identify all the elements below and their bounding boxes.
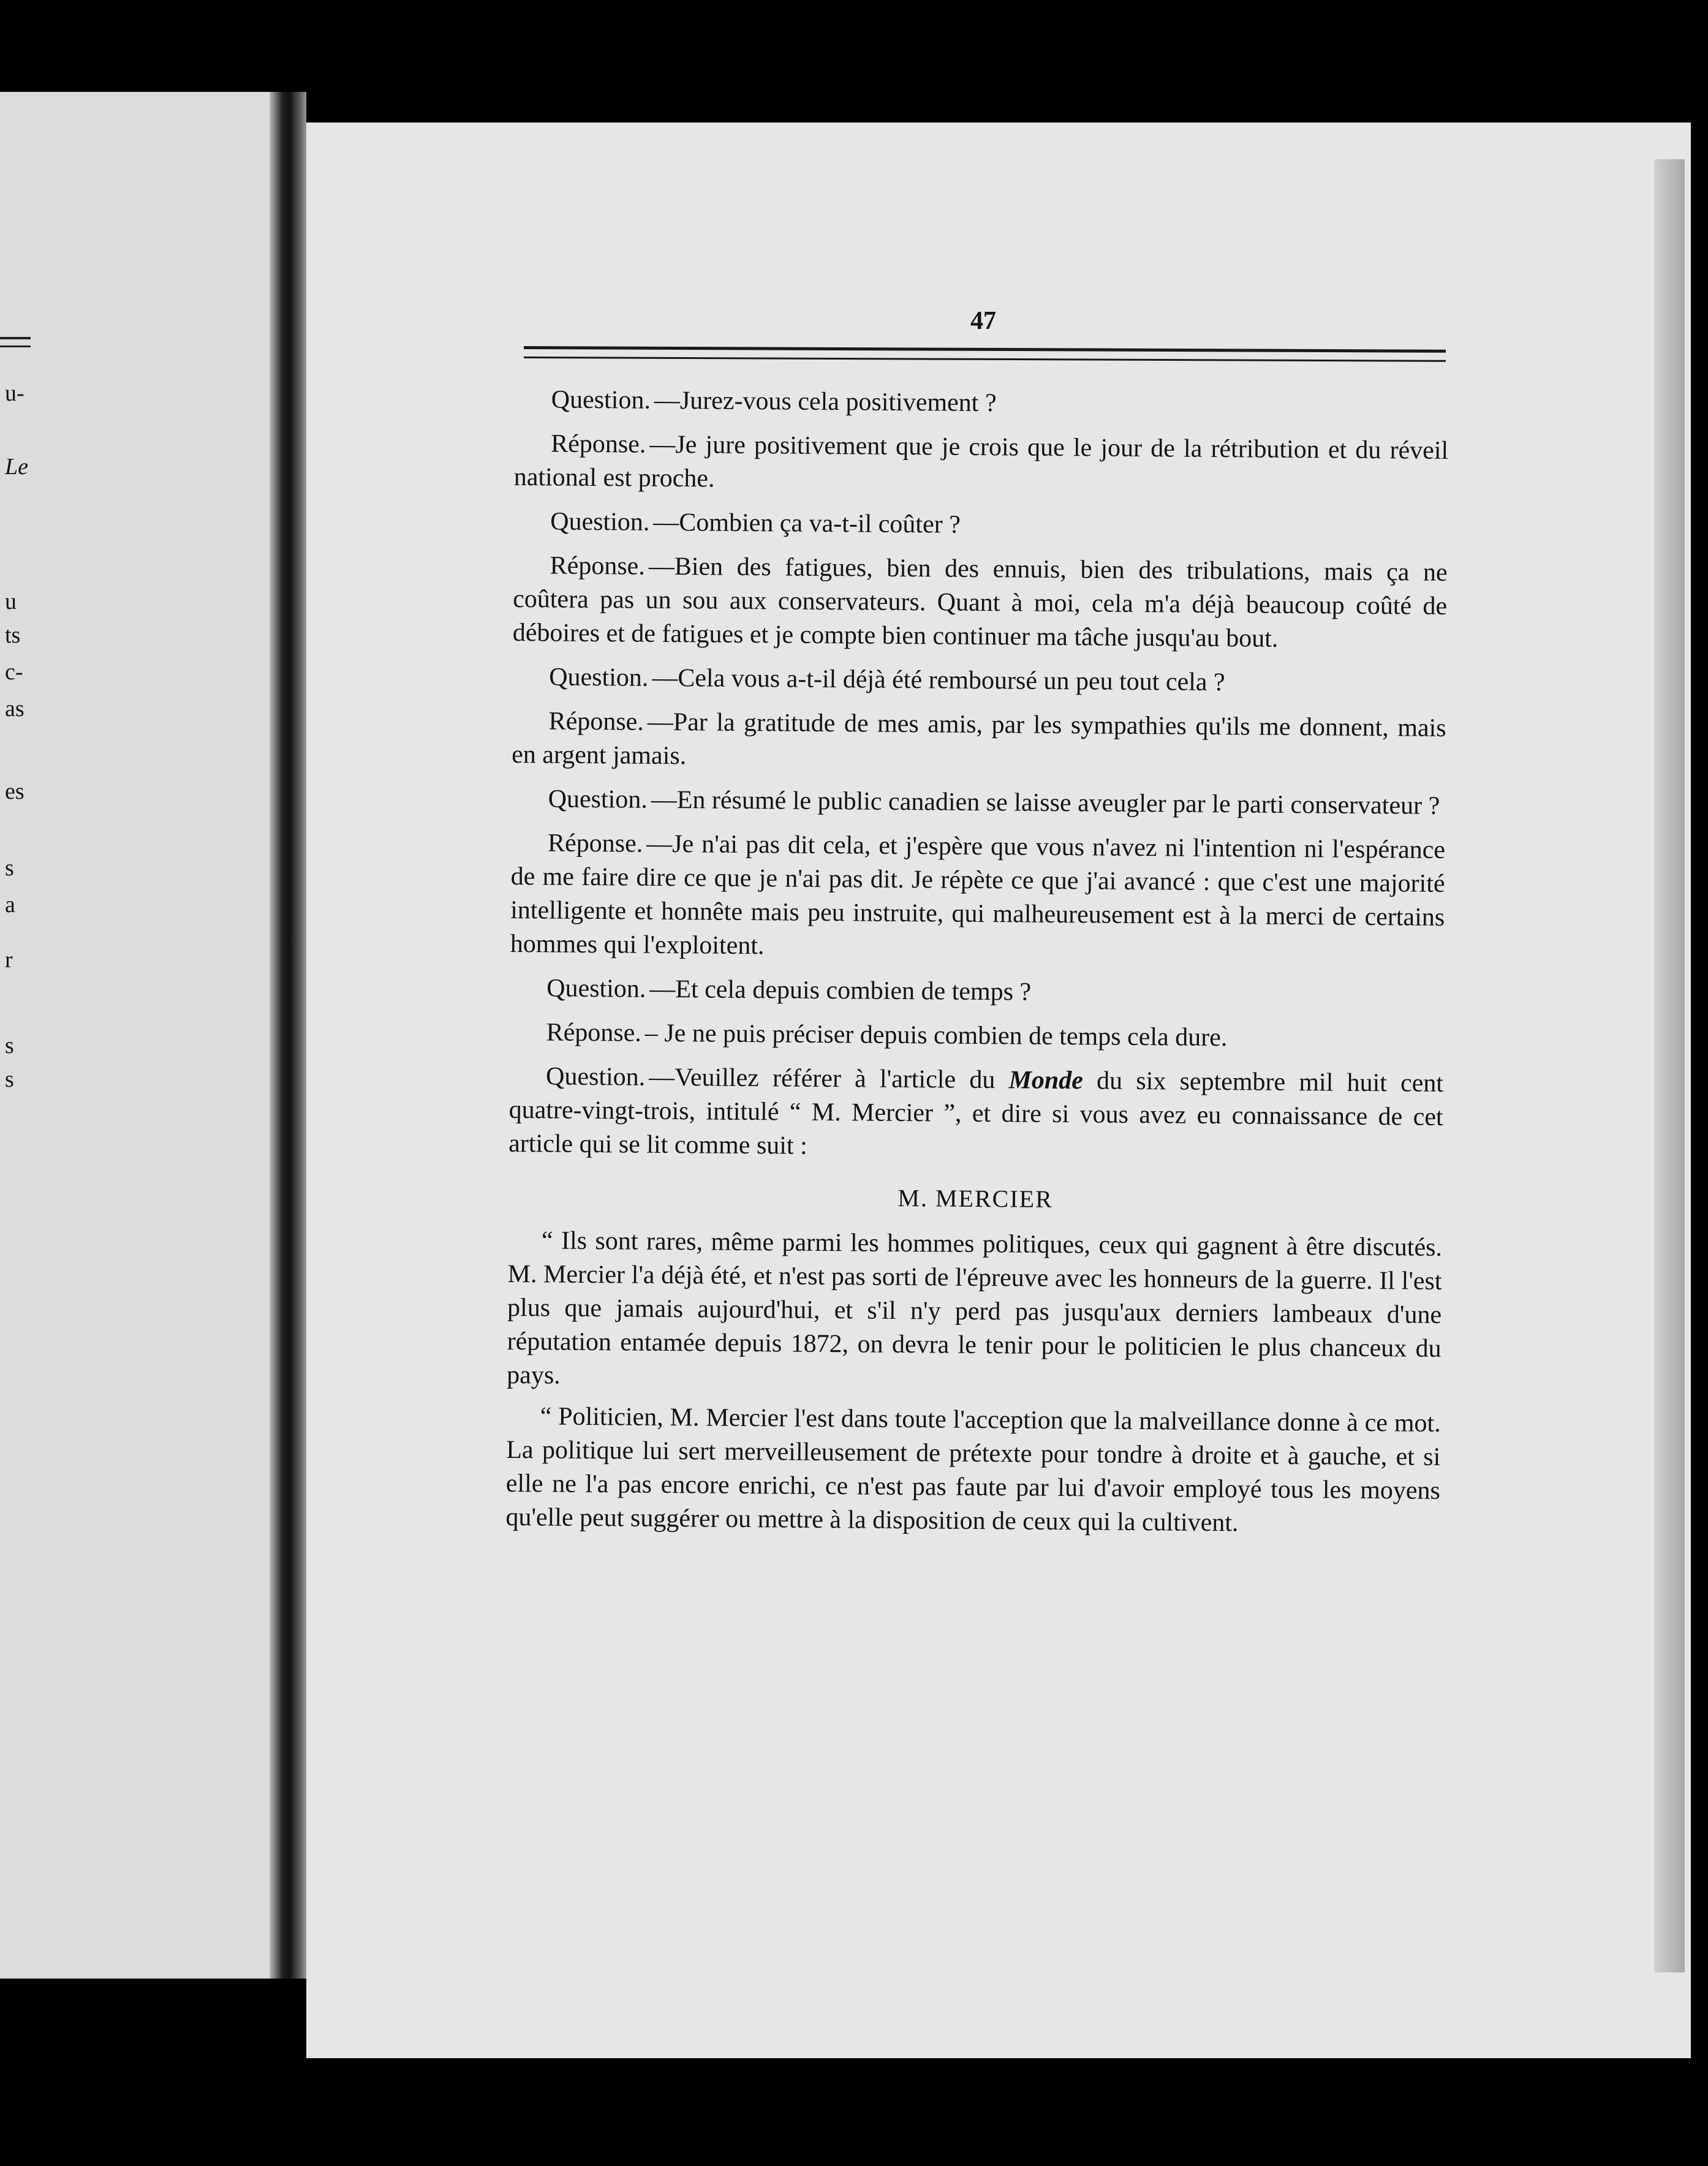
qa-paragraph: [512, 660, 1446, 701]
qa-text: – Je ne puis préciser depuis combien de temps cela dure.: [644, 1019, 1228, 1052]
qa-label: Question.: [550, 507, 650, 537]
left-fragment: r: [5, 947, 13, 973]
qa-text: —En résumé le public canadien se laisse aveugler par le parti conservateur ?: [651, 785, 1440, 820]
left-fragment: a: [5, 892, 15, 918]
qa-text: —Par la gratitude de mes amis, par les sympathies qu'ils me donnent, mais en argent jamais.: [512, 708, 1446, 771]
qa-label: Question.: [548, 785, 648, 814]
qa-label: Question.: [551, 385, 651, 415]
left-fragment: s: [5, 855, 14, 881]
article-heading: M. MERCIER: [897, 1183, 1053, 1213]
qa-text: —Je jure positivement que je crois que le jour de la rétribution et du réveil national est proche.: [513, 430, 1449, 493]
qa-paragraph: [511, 782, 1445, 823]
left-page-rule: [0, 337, 31, 347]
qa-paragraph: [515, 383, 1449, 424]
left-fragment: u-: [5, 380, 25, 406]
left-page: [0, 92, 282, 1979]
article-paragraph: “ Politicien, M. Mercier l'est dans toute l'acception que la malveillance donne à ce mot. La politique lui sert merveilleusement de prétexte pour tondre à droite et à gauche, et si elle ne l'a pas encore enrichi, ce n'est pas faute par lui d'avoir employé tous les moyens qu'elle peut suggérer ou mettre à la disposition de ceux qui la cultivent.: [505, 1402, 1441, 1538]
qa-label: Question.: [546, 974, 646, 1003]
page-number: 47: [970, 307, 996, 335]
left-fragment: es: [5, 779, 25, 804]
qa-label: Réponse.: [546, 1018, 642, 1047]
qa-text: du six septembre mil huit cent quatre-vingt-trois, intitulé “ M. Mercier ”, et dire si vous avez eu connaissance de cet article qui se lit comme suit :: [508, 1066, 1444, 1160]
qa-paragraph: [508, 1060, 1443, 1168]
qa-text: —Je n'ai pas dit cela, et j'espère que vous n'avez ni l'intention ni l'espérance de me faire dire ce que je n'ai pas dit. Je répète ce que j'ai avancé : que c'est une majorité intelligente et honnête mais peu instruite, qui malheureusement est à la merci de certains hommes qui l'exploitent.: [510, 829, 1446, 960]
qa-paragraph: [512, 704, 1446, 779]
qa-label: Question.: [549, 663, 649, 692]
qa-paragraph: [513, 505, 1448, 546]
qa-text: —Combien ça va-t-il coûter ?: [653, 508, 961, 539]
qa-label: Question.: [545, 1062, 646, 1092]
qa-paragraph: [510, 826, 1446, 968]
qa-text: —Veuillez référer à l'article du: [649, 1063, 1009, 1095]
qa-text: —Jurez-vous cela positivement ?: [654, 386, 997, 418]
qa-text: —Bien des fatigues, bien des ennuis, bien des tribulations, mais ça ne coûtera pas un sou aux conservateurs. Quant à moi, cela m'a déjà beaucoup coûté de déboires et de fatigues et je compte bien continuer ma tâche jusqu'au bout.: [512, 552, 1448, 653]
qa-label: Réponse.: [547, 829, 643, 858]
book-spine: [270, 92, 306, 1979]
page-body: [505, 383, 1449, 1549]
qa-label: Réponse.: [551, 429, 646, 459]
qa-paragraph: [510, 972, 1444, 1013]
left-fragment: c-: [5, 659, 23, 685]
qa-label: Réponse.: [548, 707, 644, 736]
left-fragment: Le: [5, 454, 28, 480]
left-fragment: as: [5, 696, 25, 722]
left-fragment: u: [5, 589, 17, 614]
article-paragraph: “ Ils sont rares, même parmi les hommes politiques, ceux qui gagnent à être discutés. M. Mercier l'a déjà été, et n'est pas sorti de l'épreuve avec les honneurs de la guerre. Il l'est plus que jamais aujourd'hui, et s'il n'y perd pas jusqu'aux derniers lambeaux d'une réputation entamée depuis 1872, on devra le tenir pour le politicien le plus chanceux du pays.: [507, 1226, 1443, 1390]
qa-label: Réponse.: [550, 551, 645, 581]
newspaper-title: Monde: [1008, 1066, 1084, 1095]
left-fragment: s: [5, 1066, 14, 1092]
left-fragment: s: [5, 1033, 14, 1058]
qa-paragraph: [509, 1016, 1443, 1057]
qa-text: —Cela vous a-t-il déjà été remboursé un peu tout cela ?: [652, 663, 1225, 697]
qa-paragraph: [513, 549, 1448, 657]
page-edge: [1654, 159, 1685, 1972]
left-fragment: ts: [5, 622, 21, 648]
qa-text: —Et cela depuis combien de temps ?: [649, 975, 1032, 1006]
qa-paragraph: [514, 427, 1449, 502]
